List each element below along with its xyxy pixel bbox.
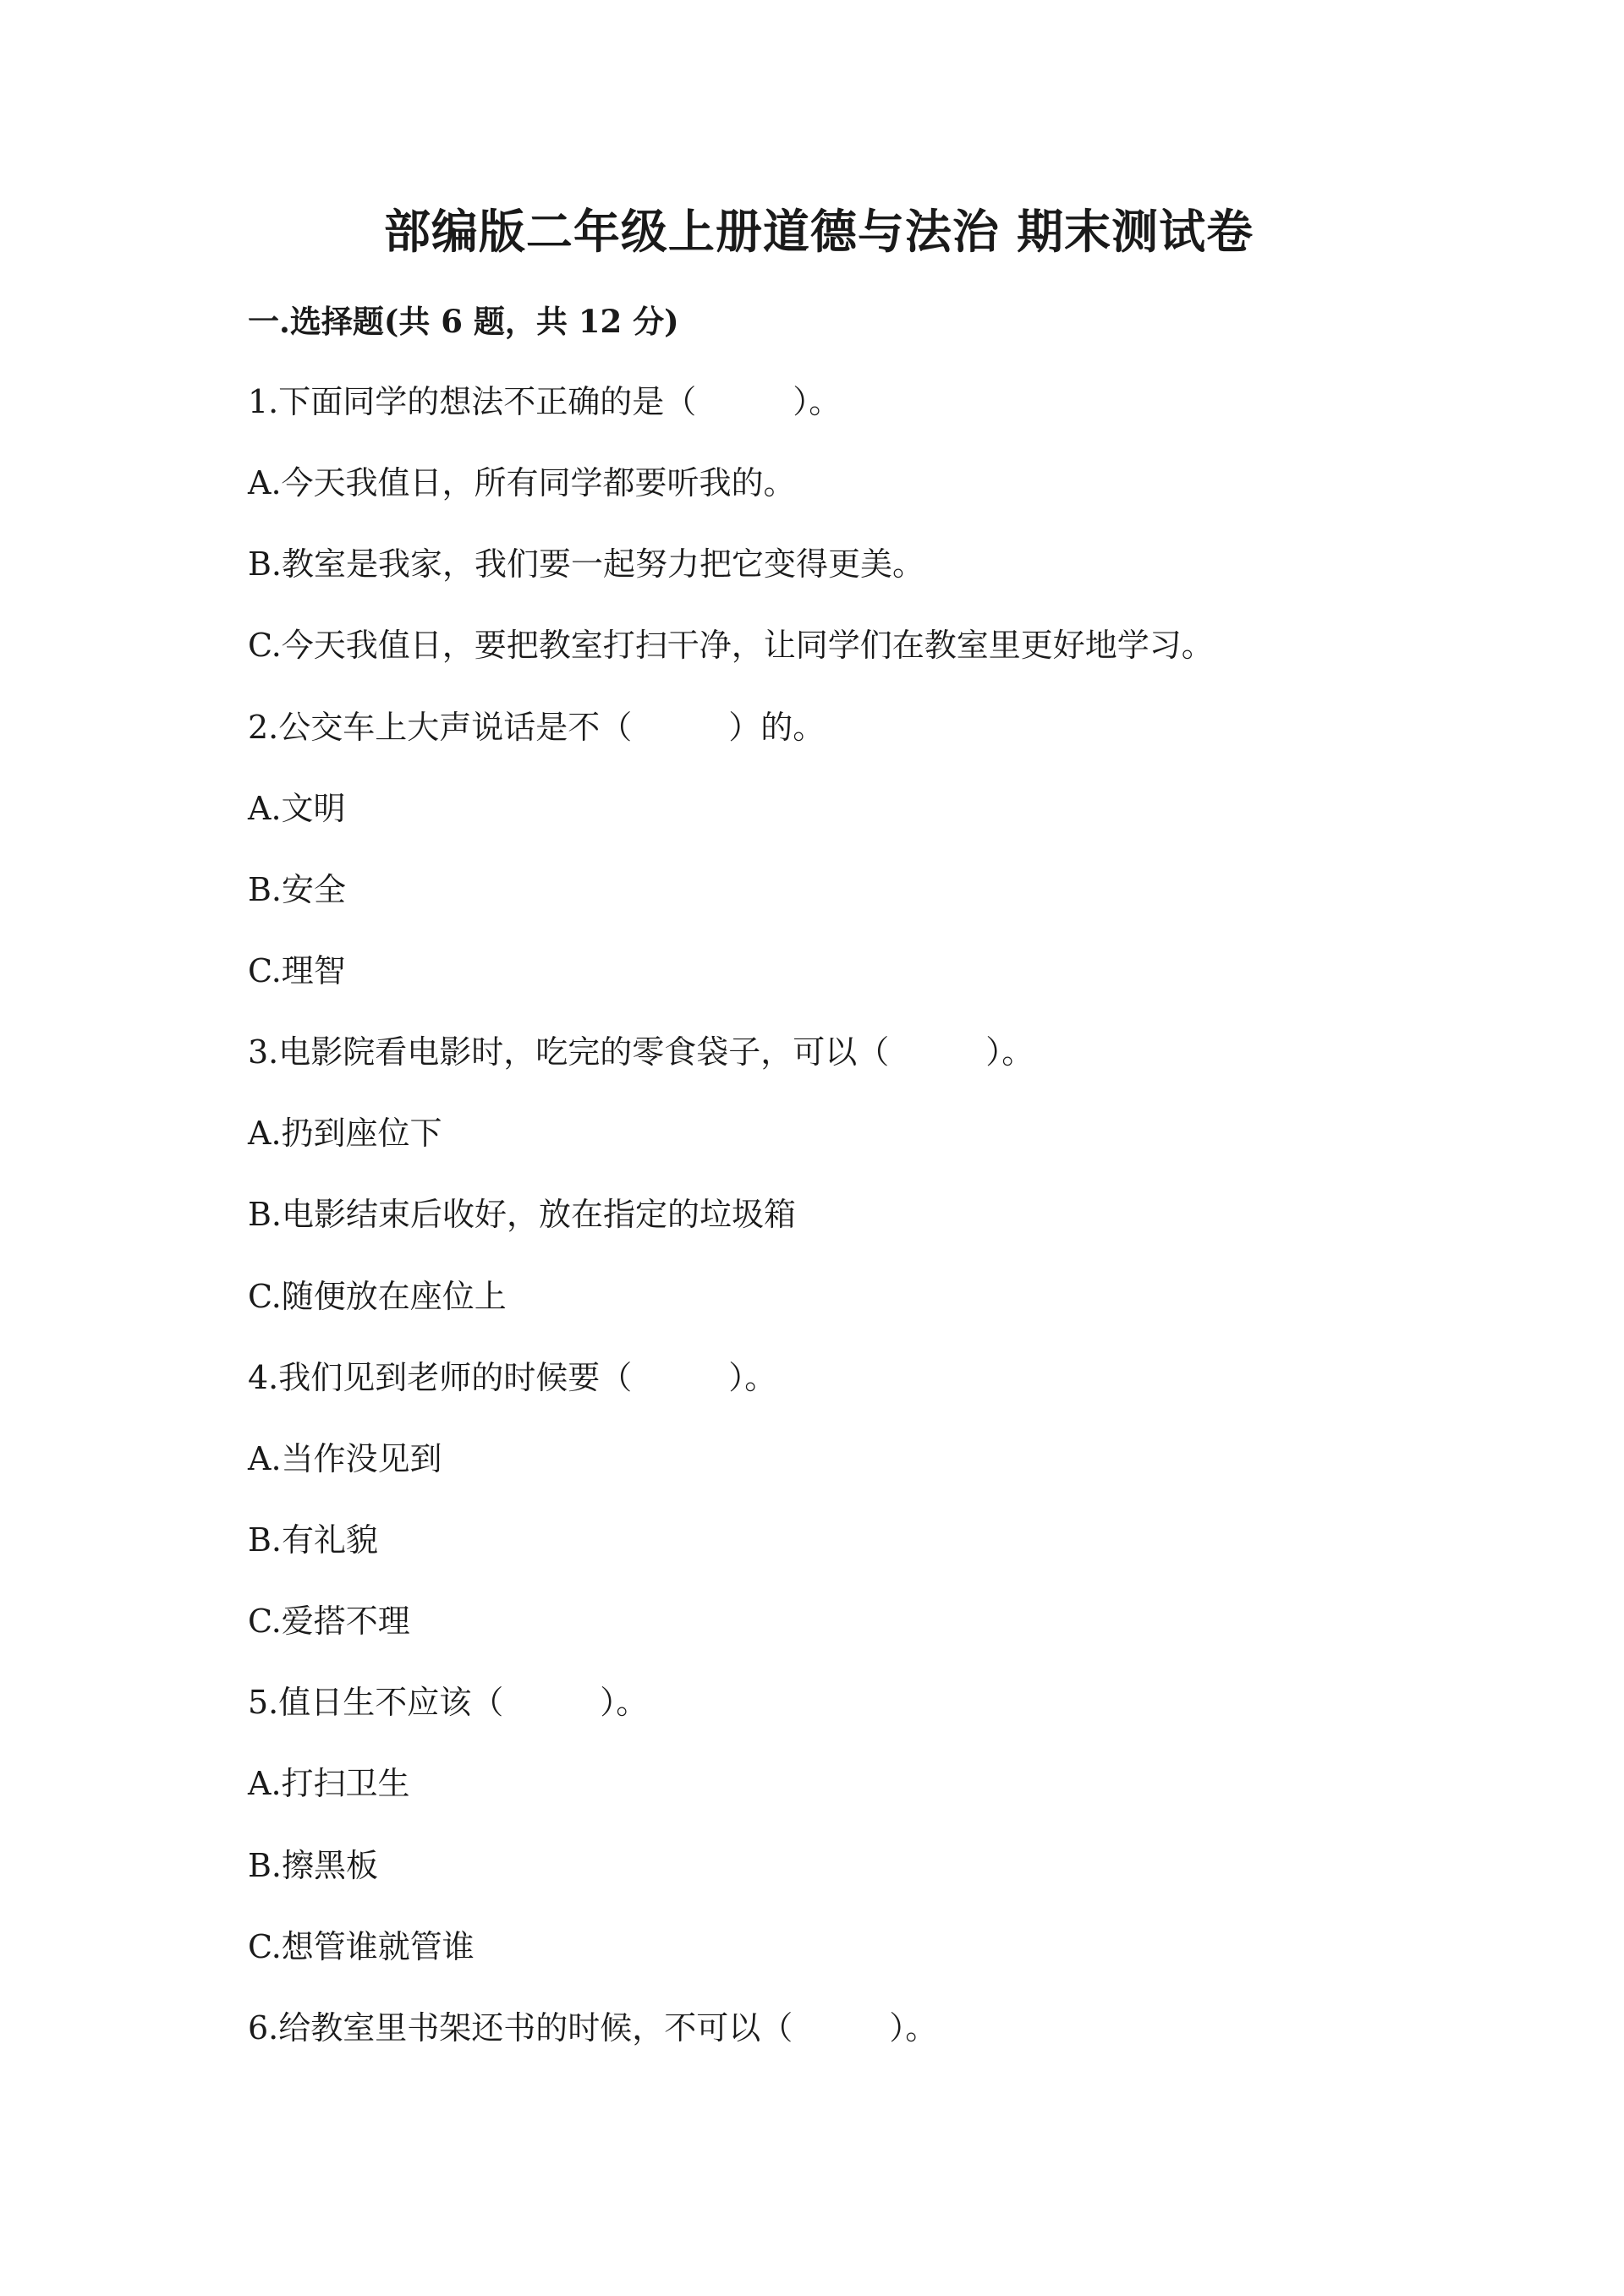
answer-option: A.当作没见到 [248, 1439, 442, 1477]
question-stem: 6.给教室里书架还书的时候，不可以（ ）。 [248, 2008, 938, 2047]
question-stem: 4.我们见到老师的时候要（ ）。 [248, 1358, 777, 1396]
answer-option: C.理智 [248, 951, 346, 989]
answer-option: A.文明 [248, 789, 346, 827]
section-heading: 一.选择题(共 6 题，共 12 分) [248, 303, 679, 340]
question-stem: 1.下面同学的想法不正确的是（ ）。 [248, 383, 842, 420]
answer-option: C.爱搭不理 [248, 1603, 410, 1641]
answer-option: C.随便放在座位上 [248, 1277, 507, 1315]
answer-option: C.今天我值日，要把教室打扫干净，让同学们在教室里更好地学习。 [248, 627, 1214, 665]
question-stem: 3.电影院看电影时，吃完的零食袋子，可以（ ）。 [248, 1033, 1034, 1071]
question-list [248, 361, 1517, 2069]
answer-option: C.想管谁就管谁 [248, 1927, 475, 1965]
page-title: 部编版二年级上册道德与法治 期末测试卷 [383, 204, 1254, 259]
question-stem: 2.公交车上大声说话是不（ ）的。 [248, 708, 826, 746]
answer-option: B.安全 [248, 870, 347, 908]
answer-option: B.擦黑板 [248, 1846, 379, 1884]
answer-option: B.电影结束后收好，放在指定的垃圾箱 [248, 1196, 797, 1234]
answer-option: B.有礼貌 [248, 1521, 379, 1559]
question-stem: 5.值日生不应该（ ）。 [248, 1684, 649, 1722]
answer-option: A.今天我值日，所有同学都要听我的。 [248, 464, 796, 502]
answer-option: A.打扫卫生 [248, 1765, 410, 1803]
answer-option: B.教室是我家，我们要一起努力把它变得更美。 [248, 545, 925, 584]
answer-option: A.扔到座位下 [248, 1115, 442, 1153]
